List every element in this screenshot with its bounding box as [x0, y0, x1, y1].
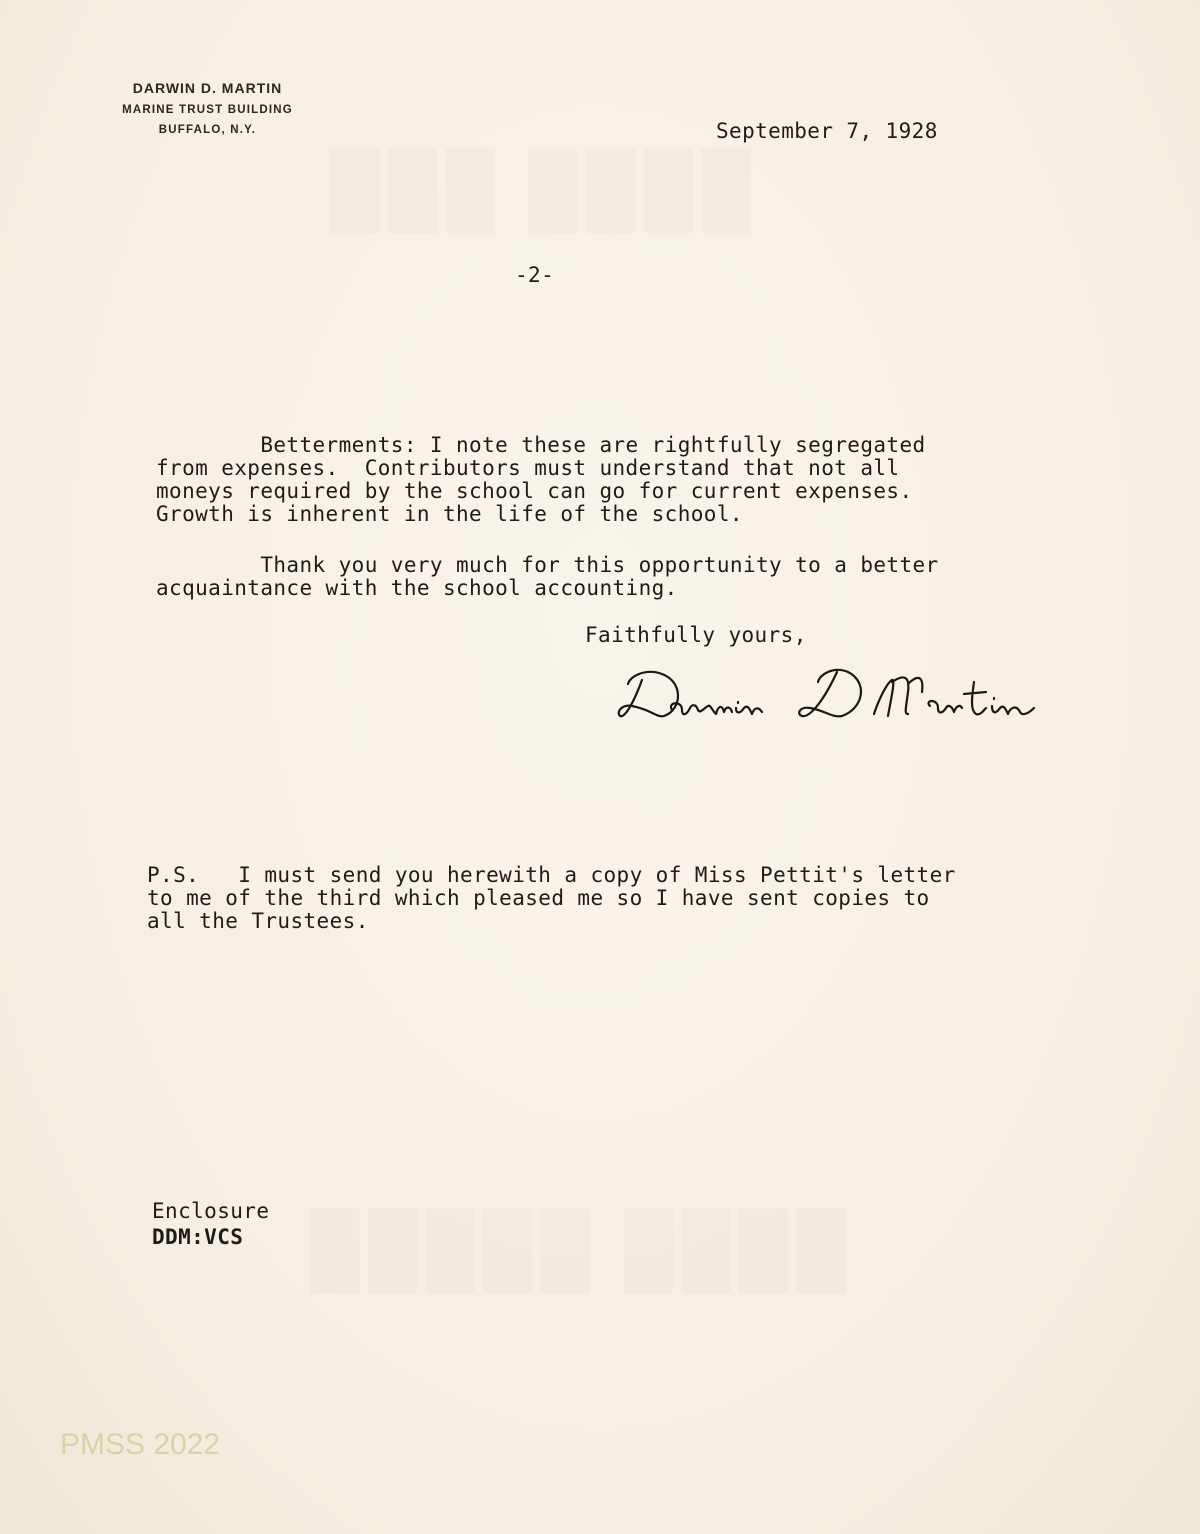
body-paragraph-thanks: Thank you very much for this opportunity to a better acquaintance with the school accounting.	[156, 553, 939, 600]
paper-watermark-emboss-bottom	[310, 1210, 854, 1290]
letterhead	[100, 80, 315, 140]
page-number: -2-	[515, 263, 555, 287]
letterhead-building: MARINE TRUST BUILDING	[122, 104, 293, 116]
letterhead-name: DARWIN D. MARTIN	[132, 80, 283, 96]
paper-watermark-emboss-top	[330, 150, 759, 230]
enclosure-notation: Enclosure	[152, 1199, 270, 1223]
letterhead-city: BUFFALO, N.Y.	[158, 124, 257, 136]
body-paragraph-betterments: Betterments: I note these are rightfully segregated from expenses. Contributors must understand that not all moneys required by the school can go for current expenses. Growth is inherent in the life of the school.	[156, 433, 926, 526]
complimentary-closing: Faithfully yours,	[585, 623, 807, 647]
signature-drawing	[612, 652, 1072, 742]
reference-initials: DDM:VCS	[152, 1225, 244, 1249]
handwritten-signature	[612, 652, 1072, 746]
archive-watermark: PMSS 2022	[60, 1428, 221, 1461]
letter-date: September 7, 1928	[716, 119, 938, 143]
postscript: P.S. I must send you herewith a copy of Miss Pettit's letter to me of the third which pleased me so I have sent copies to all the Trustees.	[147, 863, 956, 933]
